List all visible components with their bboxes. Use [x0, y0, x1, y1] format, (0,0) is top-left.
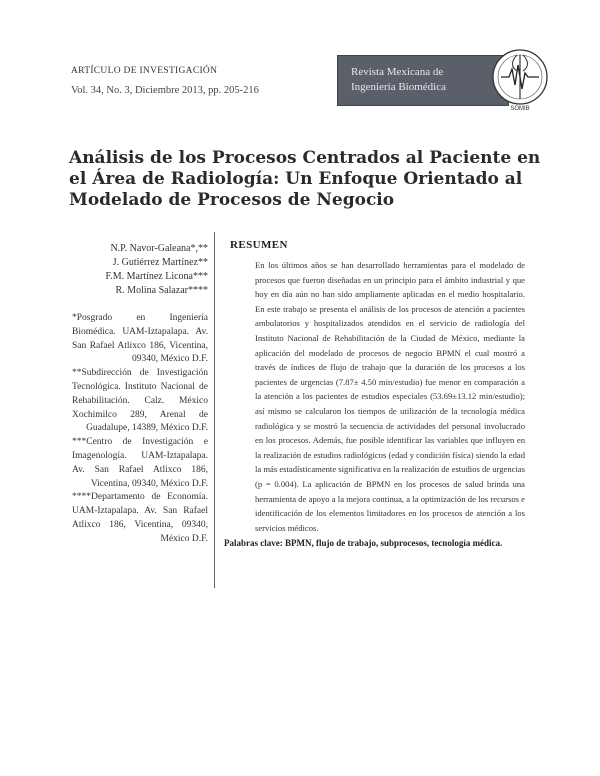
- affiliation-2: **Subdirección de Investigación Tecnológica. Instituto Nacional de Rehabilitación. Calz. México Xochimilco 289, Arenal de Guadalupe, 14389, México D.F.: [72, 368, 208, 434]
- author-2: J. Gutiérrez Martínez**: [112, 257, 208, 268]
- volume-info: Vol. 34, No. 3, Diciembre 2013, pp. 205-216: [71, 85, 259, 96]
- abstract-body: En los últimos años se han desarrollado herramientas para el modelado de procesos que fueron diseñadas en un principio para el ámbito industrial y que hoy en día aún no han sido ampliamente aplicadas en el medio hospitalario. En este trabajo se presenta el análisis de los procesos de atención a pacientes ambulatorios y hospitalizados atendidos en el servicio de radiología del Instituto Nacional de Rehabilitación de la Ciudad de México, mediante la aplicación del modelado de procesos de negocio BPMN el cual mostró a través de índices de flujo de trabajo que la duración de los procesos a los pacientes de urgencias (7.87± 4.50 min/estudio) fue menor en comparación a la atención a los pacientes de estudios especiales (53.69±13.12 min/estudio); así mismo se calcularon los tiempos de utilización de la tecnología médica radiológica y se mostró la secuencia de actividades del personal involucrado en los procesos. Además, fue posible identificar las variables que influyen en la realización de estudios radiológicos (edad y condición física) siendo la edad la más estadísticamente significativa en la realización de estudios de urgencias (p = 0.004). La aplicación de BPMN en los procesos de salud brinda una herramienta de apoyo a la mejora continua, a la optimización de los recursos e identificación de los elementos limitadores en los procesos de atención a los servicios médicos.: [255, 260, 525, 533]
- affiliation-3: ***Centro de Investigación e Imagenología. UAM-Iztapalapa. Av. San Rafael Atlixco 186, Vicentina, 09340, México D.F.: [72, 437, 208, 489]
- author-1: N.P. Navor-Galeana*,**: [110, 243, 208, 254]
- journal-logo-icon: [487, 47, 553, 113]
- affiliation-4: ****Departamento de Economía. UAM-Iztapalapa. Av. San Rafael Atlixco 186, Vicentina, 09340, México D.F.: [72, 492, 208, 544]
- journal-name-line2: Ingeniería Biomédica: [351, 81, 446, 93]
- journal-banner: [337, 47, 553, 113]
- author-list: [72, 242, 208, 298]
- keywords: Palabras clave: BPMN, flujo de trabajo, subprocesos, tecnología médica.: [224, 538, 503, 548]
- journal-name: [351, 65, 446, 95]
- journal-name-line1: Revista Mexicana de: [351, 66, 444, 78]
- affiliation-list: [72, 312, 208, 547]
- author-3: F.M. Martínez Licona***: [105, 271, 208, 282]
- author-4: R. Molina Salazar****: [115, 285, 208, 296]
- abstract-heading: RESUMEN: [230, 239, 288, 251]
- header-left: [71, 66, 259, 96]
- column-divider: [214, 232, 215, 588]
- affiliation-1: *Posgrado en Ingeniería Biomédica. UAM-Iztapalapa. Av. San Rafael Atlixco 186, Vicentina, 09340, México D.F.: [72, 313, 208, 365]
- article-type: ARTÍCULO DE INVESTIGACIÓN: [71, 66, 218, 76]
- left-column: [72, 242, 208, 547]
- logo-text: SOMIB: [510, 106, 530, 112]
- paper-title: Análisis de los Procesos Centrados al Paciente en el Área de Radiología: Un Enfoque Orientado al Modelado de Procesos de Negocio: [69, 148, 541, 210]
